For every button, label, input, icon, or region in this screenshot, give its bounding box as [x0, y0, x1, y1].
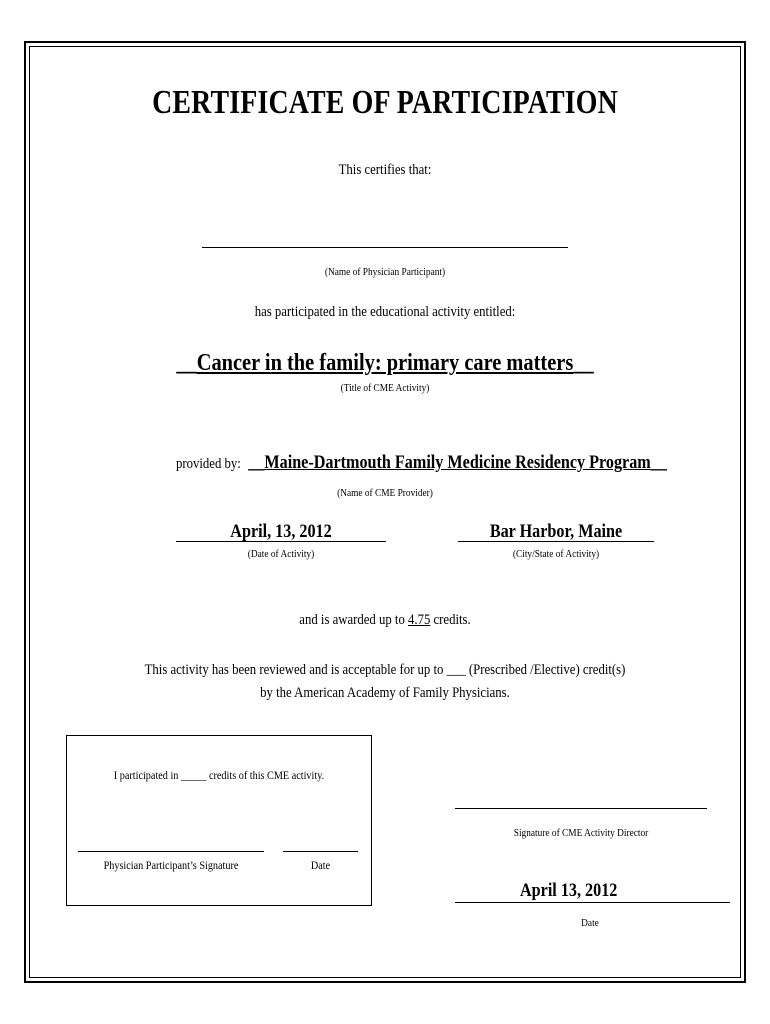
certificate-title: CERTIFICATE OF PARTICIPATION: [152, 84, 618, 121]
credits-value: 4.75: [408, 612, 431, 628]
activity-title-underscore-right: __: [573, 350, 594, 376]
director-signature-caption: Signature of CME Activity Director: [513, 827, 649, 839]
activity-date: April, 13, 2012: [230, 521, 332, 542]
provider-row: [176, 452, 667, 474]
review-statement-line-2: by the American Academy of Family Physicians.: [260, 685, 510, 701]
certifies-that-text: This certifies that:: [338, 162, 432, 178]
review-statement-line-1: This activity has been reviewed and is acceptable for up to ___ (Prescribed /Elective) credit(s): [144, 662, 626, 678]
activity-title: Cancer in the family: primary care matters: [196, 350, 574, 376]
director-date: April 13, 2012: [520, 880, 618, 901]
participant-name-line: [202, 247, 568, 248]
provider-name: Maine-Dartmouth Family Medicine Residency Program: [264, 452, 651, 473]
director-date-line: [455, 902, 730, 903]
participant-signature-line: [78, 851, 264, 852]
activity-date-caption: (Date of Activity): [247, 548, 315, 560]
participant-signature-caption: Physician Participant’s Signature: [103, 858, 239, 872]
location-caption: (City/State of Activity): [512, 548, 600, 560]
director-signature-line: [455, 808, 707, 809]
participant-credits-statement: I participated in _____ credits of this CME activity.: [113, 768, 325, 782]
activity-location: Bar Harbor, Maine: [489, 521, 623, 542]
credits-suffix: credits.: [433, 612, 471, 628]
provided-by-label: provided by:: [176, 456, 241, 472]
provider-underscore-right: __: [650, 452, 667, 473]
activity-title-caption: (Title of CME Activity): [340, 382, 430, 394]
participant-date-caption: Date: [310, 858, 331, 872]
provider-underscore-left: __: [244, 452, 265, 473]
participated-text: has participated in the educational activity entitled:: [254, 304, 516, 320]
credits-prefix: and is awarded up to: [299, 612, 405, 628]
participant-date-line: [283, 851, 358, 852]
participant-attestation-box: [66, 735, 372, 906]
provider-caption: (Name of CME Provider): [337, 487, 433, 499]
activity-title-underscore-left: __: [176, 350, 197, 376]
activity-title-row: [58, 350, 713, 377]
credits-row: [58, 612, 713, 629]
director-date-caption: Date: [581, 917, 599, 929]
participant-name-caption: (Name of Physician Participant): [324, 266, 446, 278]
